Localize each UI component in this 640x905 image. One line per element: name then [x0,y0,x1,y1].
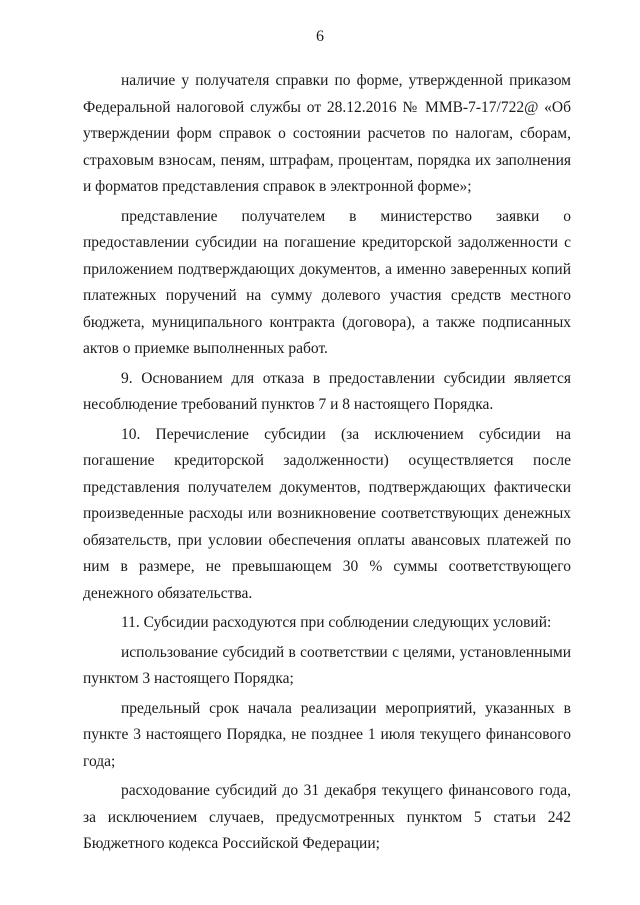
paragraph-item-10: 10. Перечисление субсидии (за исключением субсидии на погашение кредиторской задолженности) осуществляется после представления получателем документов, подтверждающих фактически произведенные расходы или возникновение соответствующих денежных обязательств, при условии обеспечения оплаты авансовых платежей по ним в размере, не превышающем 30 % суммы соответствующего денежного обязательства. [83,425,571,602]
paragraph-tax-certificate: наличие у получателя справки по форме, утвержденной приказом Федеральной налоговой службы от 28.12.2016 № ММВ-7-17/722@ «Об утверждении форм справок о состоянии расчетов по налогам, сборам, страховым взносам, пеням, штрафам, процентам, порядка их заполнения и форматов представления справок в электронной форме»; [83,72,571,195]
paragraph-item-11: 11. Субсидии расходуются при соблюдении следующих условий: [121,614,552,631]
paragraph-item-9: 9. Основанием для отказа в предоставлении субсидии является несоблюдение требований пунктов 7 и 8 настоящего Порядка. [83,369,571,413]
paragraph-debt-application: представление получателем в министерство заявки о предоставлении субсидии на погашение кредиторской задолженности с приложением подтверждающих документов, а именно заверенных копий платежных поручений на сумму долевого участия средств местного бюджета, муниципального контракта (договора), а также подписанных актов о приемке выполненных работ. [83,207,571,357]
paragraph-condition-spending: расходование субсидий до 31 декабря текущего финансового года, за исключением случаев, предусмотренных пунктом 5 статьи 242 Бюджетного кодекса Российской Федерации; [83,782,571,852]
paragraph-condition-purpose: использование субсидий в соответствии с целями, установленными пунктом 3 настоящего Порядка; [83,643,571,687]
page-number: 6 [316,28,324,45]
document-body [83,68,571,858]
paragraph-condition-deadline: предельный срок начала реализации мероприятий, указанных в пункте 3 настоящего Порядка, не позднее 1 июля текущего финансового года; [83,699,571,770]
